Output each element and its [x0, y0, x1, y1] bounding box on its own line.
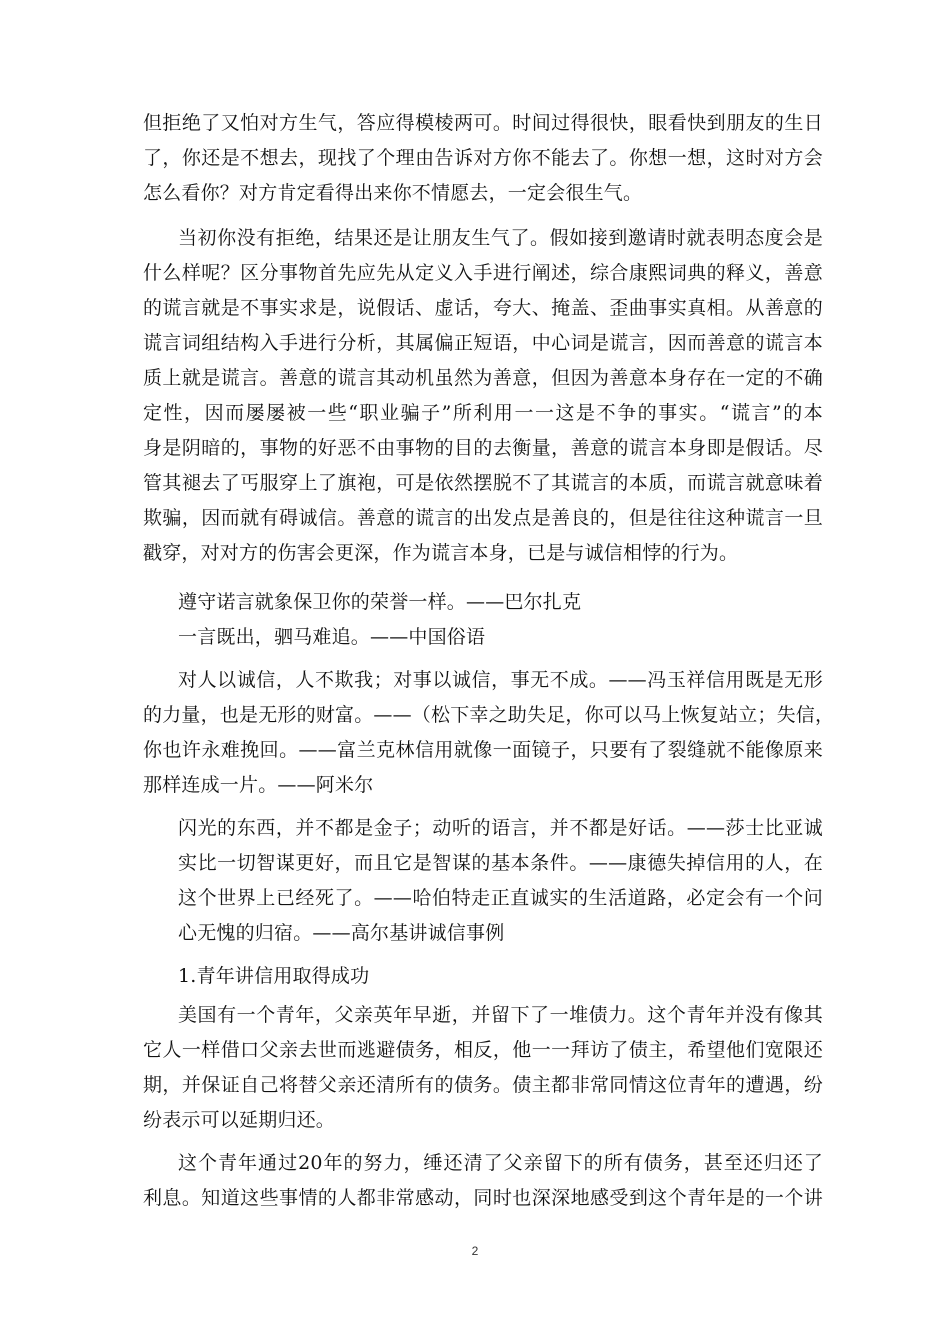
- text-line: 质上就是谎言。善意的谎言其动机虽然为善意，但因为善意本身存在一定的不确: [143, 367, 823, 389]
- text-line: 当初你没有拒绝，结果还是让朋友生气了。假如接到邀请时就表明态度会是: [178, 227, 823, 249]
- text-line: 那样连成一片。——阿米尔: [143, 774, 374, 796]
- text-line: 实比一切智谋更好，而且它是智谋的基本条件。——康德失掉信用的人，在: [178, 852, 823, 874]
- text-line: 它人一样借口父亲去世而逃避债务，相反，他一一拜访了债主，希望他们宽限还: [143, 1039, 823, 1061]
- text-line: 你也许永难挽回。——富兰克林信用就像一面镜子，只要有了裂缝就不能像原来: [143, 739, 823, 761]
- text-line: 但拒绝了又怕对方生气，答应得模棱两可。时间过得很快，眼看快到朋友的生日: [143, 112, 823, 134]
- text-line: 一言既出，驷马难追。——中国俗语: [178, 626, 486, 648]
- text-line: 遵守诺言就象保卫你的荣誉一样。——巴尔扎克: [178, 591, 582, 613]
- text-line: 心无愧的归宿。——高尔基讲诚信事例: [178, 922, 505, 944]
- text-line: 的谎言就是不事实求是，说假话、虚话，夸大、掩盖、歪曲事实真相。从善意的: [143, 297, 823, 319]
- text-line: 戳穿，对对方的伤害会更深，作为谎言本身，已是与诚信相悖的行为。: [143, 542, 739, 564]
- text-line: 什么样呢？区分事物首先应先从定义入手进行阐述，综合康熙词典的释义，善意: [143, 262, 823, 284]
- text-line: 1.青年讲信用取得成功: [178, 965, 370, 987]
- text-line: 谎言词组结构入手进行分析，其属偏正短语，中心词是谎言，因而善意的谎言本: [143, 332, 823, 354]
- text-line: 管其褪去了丐服穿上了旗袍，可是依然摆脱不了其谎言的本质，而谎言就意味着: [143, 472, 823, 494]
- text-line: 欺骗，因而就有碍诚信。善意的谎言的出发点是善良的，但是往往这种谎言一旦: [143, 507, 823, 529]
- text-line: 期，并保证自己将替父亲还清所有的债务。债主都非常同情这位青年的遭遇，纷: [143, 1074, 823, 1096]
- text-line: 的力量，也是无形的财富。——（松下幸之助失足，你可以马上恢复站立；失信，: [143, 704, 835, 726]
- text-line: 了，你还是不想去，现找了个理由告诉对方你不能去了。你想一想，这时对方会: [143, 147, 823, 169]
- text-line: 纷表示可以延期归还。: [143, 1109, 336, 1131]
- text-line: 美国有一个青年，父亲英年早逝，并留下了一堆债力。这个青年并没有像其: [178, 1004, 823, 1026]
- text-line: 这个青年通过20年的努力，缍还清了父亲留下的所有债务，甚至还归还了: [178, 1152, 823, 1174]
- page-number: 2: [471, 1244, 479, 1258]
- text-line: 身是阴暗的，事物的好恶不由事物的目的去衡量，善意的谎言本身即是假话。尽: [143, 437, 823, 459]
- text-line: 定性，因而屡屡被一些“职业骗子”所利用一一这是不争的事实。“谎言”的本: [143, 402, 823, 424]
- text-line: 这个世界上已经死了。——哈伯特走正直诚实的生活道路，必定会有一个问: [178, 887, 823, 909]
- text-line: 利息。知道这些事情的人都非常感动，同时也深深地感受到这个青年是的一个讲: [143, 1187, 823, 1209]
- text-line: 对人以诚信，人不欺我；对事以诚信，事无不成。——冯玉祥信用既是无形: [178, 669, 823, 691]
- text-line: 闪光的东西，并不都是金子；动听的语言，并不都是好话。——莎士比亚诚: [178, 817, 823, 839]
- text-line: 怎么看你？对方肯定看得出来你不情愿去，一定会很生气。: [143, 182, 643, 204]
